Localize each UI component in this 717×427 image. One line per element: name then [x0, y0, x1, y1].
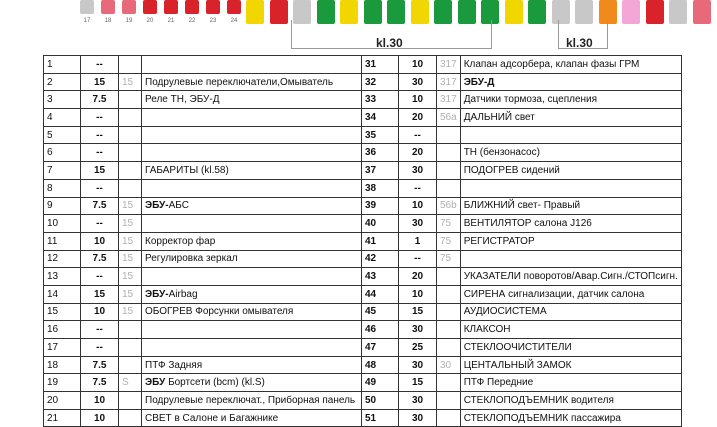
fuse-amperage: -- [399, 179, 437, 197]
fuse-description [460, 339, 681, 357]
fuse-circuit [119, 126, 142, 144]
small-fuse [227, 0, 241, 14]
kl30-label-left: kl.30 [376, 36, 403, 50]
fuse-circuit: 75 [437, 232, 461, 250]
fuse-amperage: 7.5 [81, 91, 119, 109]
fuse-number: 16 [44, 321, 81, 339]
fuse-number: 17 [44, 339, 81, 357]
fuse-amperage: 7.5 [81, 356, 119, 374]
description-text: ГАБАРИТЫ (kl.58) [145, 164, 229, 176]
fuse-amperage: -- [81, 339, 119, 357]
table-row [44, 392, 682, 410]
fuse-amperage: 30 [399, 215, 437, 233]
large-fuse [528, 0, 546, 24]
fuse-description [142, 56, 362, 74]
fuse-circuit: 75 [437, 215, 461, 233]
fuse-description [460, 232, 681, 250]
fuse-amperage: 20 [399, 109, 437, 127]
ecu-prefix: ЭБУ- [145, 200, 169, 212]
fuse-number: 10 [44, 215, 81, 233]
fuse-number: 49 [362, 374, 399, 392]
fuse-circuit [437, 374, 461, 392]
fuse-description [460, 73, 681, 91]
fuse-circuit [119, 109, 142, 127]
fuse-number: 6 [44, 144, 81, 162]
fuse-circuit: 15 [119, 215, 142, 233]
small-fuse [206, 0, 220, 14]
fuse-description [460, 162, 681, 180]
fuse-circuit: 317 [437, 91, 461, 109]
small-fuse-number: 19 [125, 18, 133, 24]
description-text: ПОДОГРЕВ сидений [463, 164, 560, 176]
description-text: Клапан адсорбера, клапан фазы ГРМ [463, 58, 640, 70]
fuse-circuit: 75 [437, 250, 461, 268]
table-row [44, 232, 682, 250]
fuse-circuit [119, 356, 142, 374]
fuse-amperage: -- [399, 126, 437, 144]
fuse-number: 33 [362, 91, 399, 109]
small-fuse [101, 0, 115, 14]
description-text: Бортсети (bcm) (kl.S) [168, 377, 265, 389]
table-row [44, 179, 682, 197]
fuse-circuit [437, 409, 461, 427]
description-text: СТЕКЛОПОДЪЕМНИК водителя [463, 394, 614, 406]
fuse-circuit [437, 179, 461, 197]
fuse-circuit: 15 [119, 197, 142, 215]
fuse-number: 44 [362, 285, 399, 303]
description-text: СВЕТ в Салоне и Багажнике [145, 412, 279, 424]
fuse-number: 21 [44, 409, 81, 427]
fuse-circuit: 317 [437, 73, 461, 91]
table-row [44, 374, 682, 392]
small-fuse-number: 21 [167, 18, 175, 24]
fuse-amperage: 15 [399, 303, 437, 321]
fuse-number: 38 [362, 179, 399, 197]
description-text: ПТФ Передние [463, 377, 534, 389]
description-text: ОБОГРЕВ Форсунки омывателя [145, 306, 294, 318]
fuse-circuit [119, 321, 142, 339]
description-text: СТЕКЛОПОДЪЕМНИК пассажира [463, 412, 621, 424]
description-text: Регулировка зеркал [145, 253, 238, 265]
fuse-description [460, 409, 681, 427]
large-fuse [505, 0, 523, 24]
fuse-amperage: 10 [81, 392, 119, 410]
description-text: УКАЗАТЕЛИ поворотов/Авар.Сигн./СТОПсигн. [463, 271, 678, 283]
description-text: Реле ТН, ЭБУ-Д [145, 94, 220, 106]
small-fuse-number: 24 [230, 18, 238, 24]
fuse-amperage: 10 [399, 285, 437, 303]
fuse-circuit [437, 162, 461, 180]
ecu-prefix: ЭБУ [145, 377, 169, 389]
table-row [44, 73, 682, 91]
fuse-amperage: 30 [399, 392, 437, 410]
fuse-description [142, 268, 362, 286]
fuse-number: 8 [44, 179, 81, 197]
fuse-description [460, 126, 681, 144]
fuse-circuit [437, 392, 461, 410]
fuse-circuit [119, 144, 142, 162]
fuse-amperage: -- [81, 179, 119, 197]
description-text: Airbag [168, 288, 198, 300]
table-row [44, 197, 682, 215]
fuse-number: 40 [362, 215, 399, 233]
fuse-amperage: -- [81, 321, 119, 339]
fuse-description [142, 162, 362, 180]
fuse-amperage: 10 [81, 409, 119, 427]
table-row [44, 285, 682, 303]
fuse-amperage: 10 [399, 197, 437, 215]
table-row [44, 144, 682, 162]
kl30-label-right: kl.30 [566, 36, 593, 50]
fuse-description [142, 215, 362, 233]
description-text: ПТФ Задняя [145, 359, 203, 371]
fuse-description [142, 73, 362, 91]
table-row [44, 303, 682, 321]
fuse-number: 18 [44, 356, 81, 374]
fuse-circuit [119, 162, 142, 180]
fuse-description [142, 126, 362, 144]
table-row [44, 126, 682, 144]
fuse-description [460, 144, 681, 162]
table-row [44, 321, 682, 339]
fuse-amperage: 30 [399, 321, 437, 339]
fuse-description [142, 109, 362, 127]
fuse-amperage: 30 [399, 73, 437, 91]
fuse-number: 32 [362, 73, 399, 91]
description-text: ЦЕНТАЛЬНЫЙ ЗАМОК [463, 359, 572, 371]
fuse-number: 50 [362, 392, 399, 410]
small-fuse [122, 0, 136, 14]
fuse-circuit [119, 56, 142, 74]
fuse-description [460, 109, 681, 127]
fuse-description [460, 356, 681, 374]
fuse-circuit: 56b [437, 197, 461, 215]
fuse-circuit [119, 392, 142, 410]
fuse-description [460, 56, 681, 74]
fuse-description [142, 409, 362, 427]
fuse-circuit: 15 [119, 232, 142, 250]
fuse-description [142, 197, 362, 215]
fuse-amperage: 30 [399, 162, 437, 180]
fuse-circuit [437, 285, 461, 303]
table-row [44, 409, 682, 427]
fuse-description [460, 285, 681, 303]
fuse-description [142, 250, 362, 268]
small-fuse-number: 20 [146, 18, 154, 24]
fuse-circuit [437, 339, 461, 357]
fuse-description [142, 321, 362, 339]
ecu-prefix: ЭБУ- [463, 76, 488, 88]
fuse-amperage: 10 [399, 91, 437, 109]
fuse-description [142, 144, 362, 162]
fuse-circuit: S [119, 374, 142, 392]
description-text: Датчики тормоза, сцепления [463, 94, 598, 106]
fuse-number: 7 [44, 162, 81, 180]
fuse-description [142, 91, 362, 109]
fuse-amperage: 15 [399, 374, 437, 392]
description-text: ДАЛЬНИЙ свет [463, 111, 535, 123]
fuse-table [43, 55, 682, 427]
fuse-description [142, 374, 362, 392]
fuse-amperage: 7.5 [81, 374, 119, 392]
small-fuse [164, 0, 178, 14]
description-text: Д [487, 76, 495, 88]
fuse-number: 39 [362, 197, 399, 215]
large-fuse [693, 0, 711, 24]
small-fuse-number: 17 [83, 18, 91, 24]
fuse-number: 12 [44, 250, 81, 268]
fuse-number: 15 [44, 303, 81, 321]
small-fuse [143, 0, 157, 14]
fuse-amperage: -- [81, 268, 119, 286]
large-fuse [669, 0, 687, 24]
fuse-number: 13 [44, 268, 81, 286]
large-fuse [246, 0, 264, 24]
fuse-number: 42 [362, 250, 399, 268]
description-text: РЕГИСТРАТОР [463, 235, 535, 247]
fuse-amperage: 15 [81, 285, 119, 303]
fuse-description [460, 215, 681, 233]
fuse-description [460, 321, 681, 339]
fuse-circuit: 15 [119, 285, 142, 303]
description-text: Корректор фар [145, 235, 216, 247]
fuse-circuit [119, 91, 142, 109]
fuse-amperage: 1 [399, 232, 437, 250]
fuse-number: 51 [362, 409, 399, 427]
fuse-circuit: 15 [119, 268, 142, 286]
fuse-circuit: 15 [119, 250, 142, 268]
fuse-description [142, 392, 362, 410]
small-fuse [185, 0, 199, 14]
fuse-number: 11 [44, 232, 81, 250]
fuse-circuit: 15 [119, 73, 142, 91]
large-fuse [622, 0, 640, 24]
small-fuse-number: 23 [209, 18, 217, 24]
fuse-number: 3 [44, 91, 81, 109]
description-text: АУДИОСИСТЕМА [463, 306, 547, 318]
fuse-number: 31 [362, 56, 399, 74]
table-row [44, 91, 682, 109]
fuse-number: 20 [44, 392, 81, 410]
fuse-amperage: 7.5 [81, 250, 119, 268]
fuse-description [142, 179, 362, 197]
fuse-amperage: -- [81, 56, 119, 74]
fuse-circuit [437, 321, 461, 339]
description-text: КЛАКСОН [463, 324, 511, 336]
fuse-description [460, 268, 681, 286]
fuse-circuit [119, 179, 142, 197]
fuse-amperage: 10 [81, 232, 119, 250]
description-text: СИРЕНА сигнализации, датчик салона [463, 288, 645, 300]
fuse-amperage: -- [81, 126, 119, 144]
fuse-amperage: -- [81, 215, 119, 233]
table-row [44, 56, 682, 74]
small-fuse-number: 22 [188, 18, 196, 24]
fuse-circuit: 15 [119, 303, 142, 321]
fuse-description [142, 285, 362, 303]
fuse-amperage: 7.5 [81, 197, 119, 215]
fuse-box-illustration [0, 0, 717, 58]
large-fuse [270, 0, 288, 24]
description-text: Подрулевые переключатели,Омыватель [145, 76, 334, 88]
table-row [44, 162, 682, 180]
table-row [44, 356, 682, 374]
table-row [44, 109, 682, 127]
description-text: ВЕНТИЛЯТОР салона J126 [463, 218, 592, 230]
fuse-circuit: 317 [437, 56, 461, 74]
description-text: Подрулевые переключат., Приборная панель [145, 394, 356, 406]
fuse-description [460, 179, 681, 197]
fuse-amperage: -- [399, 250, 437, 268]
fuse-amperage: 15 [81, 73, 119, 91]
fuse-number: 48 [362, 356, 399, 374]
description-text: АБС [168, 200, 189, 212]
description-text: СТЕКЛООЧИСТИТЕЛИ [463, 341, 572, 353]
table-row [44, 250, 682, 268]
small-fuse-number: 18 [104, 18, 112, 24]
fuse-number: 46 [362, 321, 399, 339]
fuse-amperage: 30 [399, 356, 437, 374]
fuse-amperage: 30 [399, 409, 437, 427]
fuse-number: 45 [362, 303, 399, 321]
fuse-number: 37 [362, 162, 399, 180]
fuse-circuit [437, 126, 461, 144]
fuse-number: 43 [362, 268, 399, 286]
fuse-description [142, 303, 362, 321]
fuse-number: 47 [362, 339, 399, 357]
fuse-number: 35 [362, 126, 399, 144]
fuse-description [460, 374, 681, 392]
large-fuse [646, 0, 664, 24]
fuse-circuit [437, 268, 461, 286]
fuse-description [460, 303, 681, 321]
fuse-number: 41 [362, 232, 399, 250]
table-row [44, 339, 682, 357]
fuse-number: 5 [44, 126, 81, 144]
table-row [44, 268, 682, 286]
fuse-description [142, 232, 362, 250]
fuse-amperage: 25 [399, 339, 437, 357]
fuse-amperage: 15 [81, 162, 119, 180]
fuse-number: 19 [44, 374, 81, 392]
fuse-circuit: 30 [437, 356, 461, 374]
fuse-circuit [119, 409, 142, 427]
fuse-amperage: 20 [399, 144, 437, 162]
fuse-amperage: 10 [399, 56, 437, 74]
ecu-prefix: ЭБУ- [145, 288, 169, 300]
fuse-number: 1 [44, 56, 81, 74]
small-fuse [80, 0, 94, 14]
fuse-amperage: -- [81, 144, 119, 162]
fuse-description [460, 392, 681, 410]
fuse-number: 34 [362, 109, 399, 127]
fuse-circuit [119, 339, 142, 357]
fuse-circuit [437, 144, 461, 162]
fuse-number: 4 [44, 109, 81, 127]
fuse-amperage: -- [81, 109, 119, 127]
description-text: ТН (бензонасос) [463, 147, 540, 159]
fuse-amperage: 20 [399, 268, 437, 286]
fuse-number: 2 [44, 73, 81, 91]
fuse-number: 9 [44, 197, 81, 215]
fuse-description [142, 339, 362, 357]
fuse-description [460, 91, 681, 109]
fuse-description [460, 197, 681, 215]
fuse-number: 36 [362, 144, 399, 162]
description-text: БЛИЖНИЙ свет- Правый [463, 200, 581, 212]
fuse-description [142, 356, 362, 374]
fuse-description [460, 250, 681, 268]
table-row [44, 215, 682, 233]
fuse-number: 14 [44, 285, 81, 303]
fuse-circuit: 56a [437, 109, 461, 127]
fuse-circuit [437, 303, 461, 321]
fuse-amperage: 10 [81, 303, 119, 321]
